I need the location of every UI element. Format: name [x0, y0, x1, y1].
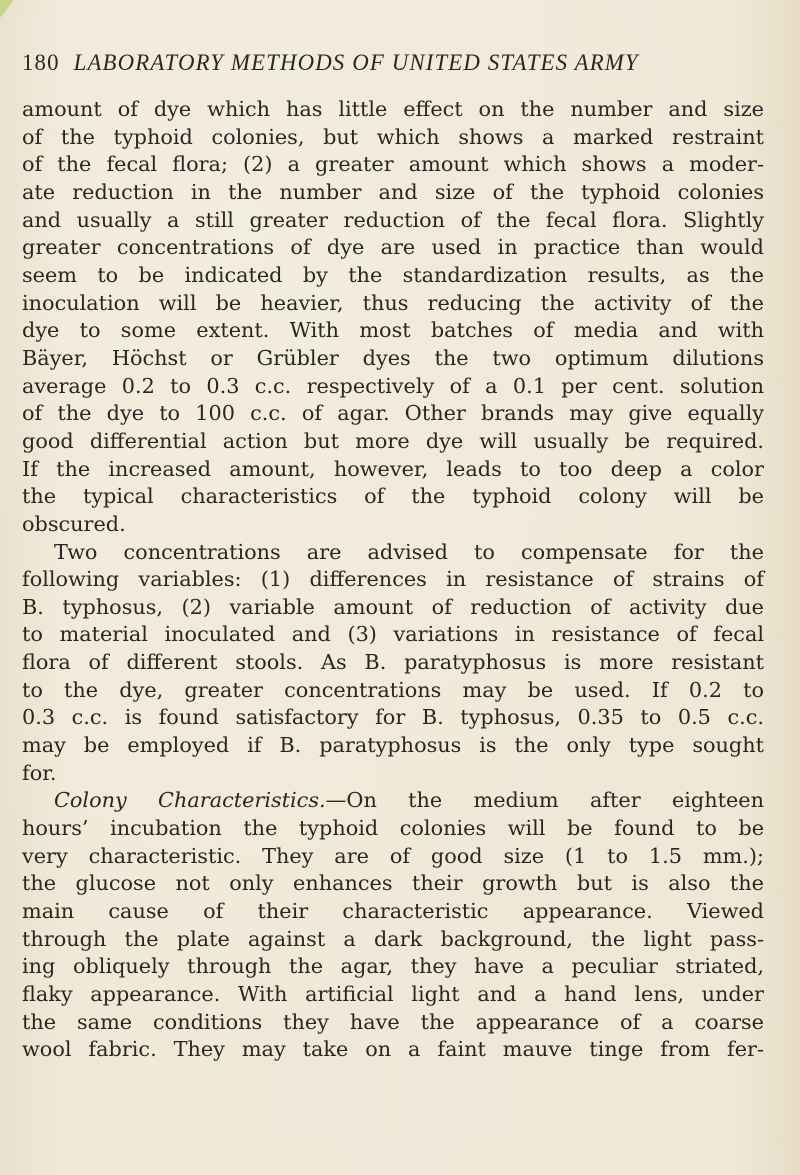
- text-line: good differential action but more dye will usually be required.: [22, 428, 764, 453]
- paragraph: [22, 539, 764, 788]
- paragraph: [22, 96, 764, 539]
- text-line: the same conditions they have the appearance of a coarse: [22, 1009, 764, 1034]
- text-line: B. typhosus, (2) variable amount of reduction of activity due: [22, 594, 764, 619]
- text-line: very characteristic. They are of good size (1 to 1.5 mm.);: [22, 843, 764, 868]
- text-line: [22, 787, 764, 815]
- page-corner-mark: [0, 0, 14, 18]
- text-line: main cause of their characteristic appearance. Viewed: [22, 899, 764, 924]
- running-title: LABORATORY METHODS OF UNITED STATES ARMY: [73, 50, 639, 75]
- text-line: of the fecal flora; (2) a greater amount which shows a moder-: [22, 152, 764, 177]
- text-line: the glucose not only enhances their growth but is also the: [22, 871, 764, 896]
- text-line: following variables: (1) differences in resistance of strains of: [22, 567, 764, 592]
- text-line: seem to be indicated by the standardization results, as the: [22, 262, 764, 287]
- text-line: greater concentrations of dye are used in practice than would: [22, 235, 764, 260]
- text-line: of the typhoid colonies, but which shows a marked restraint: [22, 124, 764, 149]
- text-line: to material inoculated and (3) variations in resistance of fecal: [22, 622, 764, 647]
- text-line: and usually a still greater reduction of the fecal flora. Slightly: [22, 207, 764, 232]
- text-line: the typical characteristics of the typhoid colony will be: [22, 484, 764, 509]
- text-line: Two concentrations are advised to compensate for the: [54, 539, 764, 564]
- text-run: —On the medium after eighteen: [325, 788, 764, 813]
- text-line: 0.3 c.c. is found satisfactory for B. typhosus, 0.35 to 0.5 c.c.: [22, 705, 764, 730]
- text-line: Bäyer, Höchst or Grübler dyes the two optimum dilutions: [22, 345, 764, 370]
- page-number: 180: [22, 50, 60, 75]
- text-line: flora of different stools. As B. paratyphosus is more resistant: [22, 650, 764, 675]
- text-line: If the increased amount, however, leads to too deep a color: [22, 456, 764, 481]
- text-line: of the dye to 100 c.c. of agar. Other brands may give equally: [22, 401, 764, 426]
- text-line: for.: [22, 760, 57, 785]
- page-header: [22, 50, 782, 80]
- text-line: ing obliquely through the agar, they have a peculiar striated,: [22, 954, 764, 979]
- section-heading: Colony Characteristics.: [54, 788, 326, 813]
- text-line: inoculation will be heavier, thus reducing the activity of the: [22, 290, 764, 315]
- paragraph: [22, 787, 764, 1064]
- text-line: flaky appearance. With artificial light and a hand lens, under: [22, 982, 764, 1006]
- text-line: may be employed if B. paratyphosus is the only type sought: [22, 733, 764, 758]
- text-line: dye to some extent. With most batches of media and with: [22, 318, 764, 343]
- body-text: [22, 96, 764, 1064]
- text-line: wool fabric. They may take on a faint mauve tinge from fer-: [22, 1037, 764, 1062]
- text-line: to the dye, greater concentrations may be used. If 0.2 to: [22, 677, 764, 702]
- text-line: ate reduction in the number and size of the typhoid colonies: [22, 179, 764, 204]
- text-line: through the plate against a dark background, the light pass-: [22, 926, 764, 951]
- text-line: average 0.2 to 0.3 c.c. respectively of a 0.1 per cent. solution: [22, 373, 764, 398]
- text-line: obscured.: [22, 511, 126, 536]
- text-line: amount of dye which has little effect on the number and size: [22, 97, 764, 121]
- text-line: hours’ incubation the typhoid colonies will be found to be: [22, 816, 764, 841]
